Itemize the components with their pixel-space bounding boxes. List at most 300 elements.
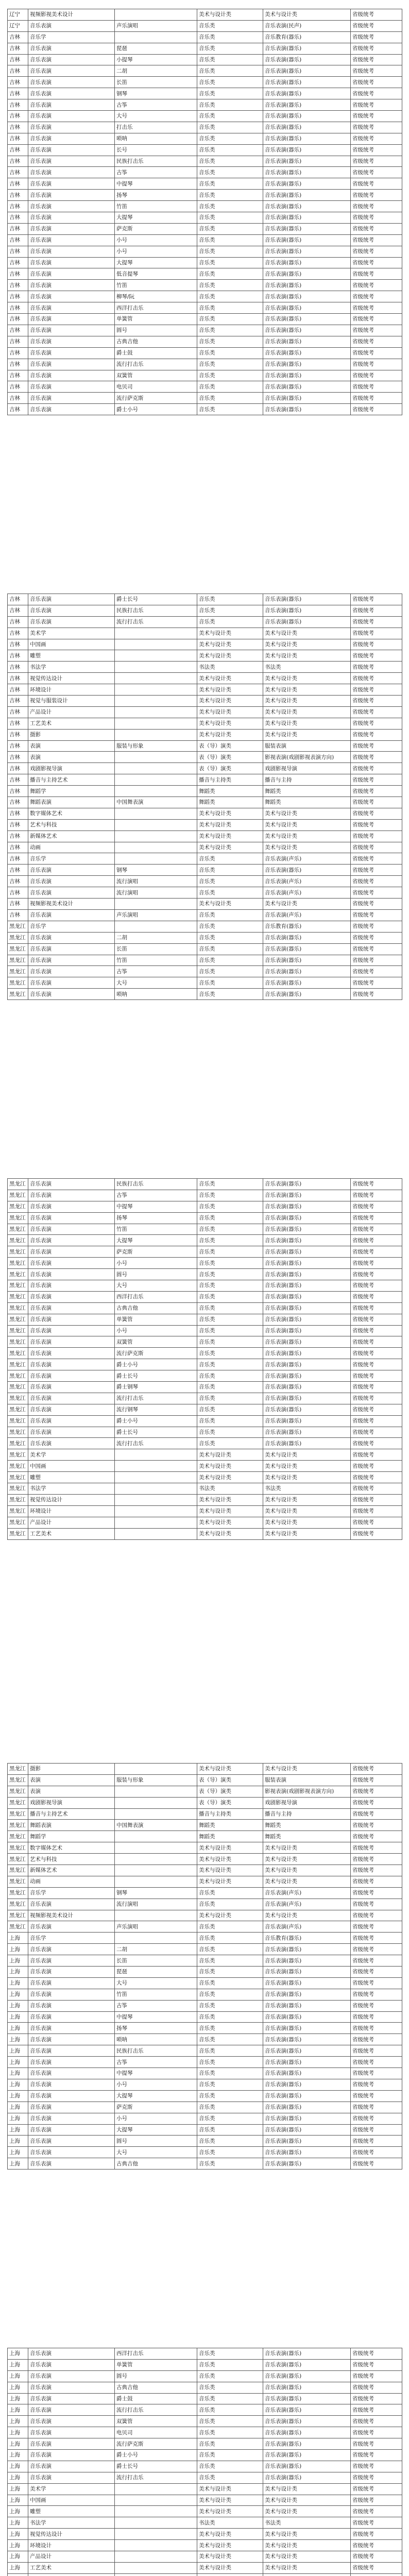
- exam-mode-cell: 省级统考: [351, 2136, 402, 2147]
- category-cell: 音乐类: [197, 865, 263, 876]
- direction-cell: 二胡: [115, 1944, 197, 1955]
- exam-mode-cell: 省级统考: [351, 594, 402, 605]
- category-cell: 美术与设计类: [197, 808, 263, 819]
- category-cell: 音乐类: [197, 1899, 263, 1910]
- direction-cell: [115, 2506, 197, 2517]
- table-row: [8, 605, 402, 616]
- category-cell: 音乐类: [197, 302, 263, 314]
- table-row: [8, 201, 402, 212]
- direction-cell: [115, 639, 197, 650]
- exam-mode-cell: 省级统考: [351, 1977, 402, 1989]
- category-cell: [197, 2573, 263, 2576]
- table-row: [8, 989, 402, 1000]
- province-cell: 吉林: [8, 43, 28, 54]
- exam-type-cell: 音乐表演(器乐): [263, 2472, 351, 2483]
- province-cell: 辽宁: [8, 9, 28, 21]
- major-cell: 音乐表演: [28, 2370, 115, 2382]
- direction-cell: 长号: [115, 144, 197, 156]
- major-cell: 音乐表演: [28, 909, 115, 921]
- province-cell: 黑龙江: [8, 1190, 28, 1201]
- direction-cell: 中提琴: [115, 1201, 197, 1212]
- exam-mode-cell: 省级统考: [351, 2506, 402, 2517]
- province-cell: 吉林: [8, 133, 28, 144]
- exam-type-cell: 美术与设计类: [263, 899, 351, 910]
- exam-mode-cell: 省级统考: [351, 2011, 402, 2023]
- province-cell: 吉林: [8, 650, 28, 662]
- exam-mode-cell: 省级统考: [351, 706, 402, 718]
- direction-cell: [115, 1483, 197, 1495]
- category-cell: 书法类: [197, 662, 263, 673]
- exam-mode-cell: 省级统考: [351, 1955, 402, 1967]
- exam-type-cell: 音乐表演(器乐): [263, 2113, 351, 2124]
- exam-type-cell: 美术与设计类: [263, 808, 351, 819]
- category-cell: 音乐类: [197, 1348, 263, 1359]
- province-cell: 黑龙江: [8, 1201, 28, 1212]
- category-cell: 音乐类: [197, 2348, 263, 2360]
- direction-cell: 中国舞表演: [115, 797, 197, 808]
- category-cell: 音乐类: [197, 2057, 263, 2068]
- major-cell: 艺术与科技: [28, 1854, 115, 1865]
- exam-type-cell: 音乐表演(器乐): [263, 201, 351, 212]
- table-row: [8, 1382, 402, 1393]
- table-row: [8, 1291, 402, 1302]
- table-row: [8, 325, 402, 336]
- exam-mode-cell: 省级统考: [351, 122, 402, 133]
- exam-mode-cell: 省级统考: [351, 943, 402, 955]
- table-row: [8, 718, 402, 729]
- province-cell: 黑龙江: [8, 1876, 28, 1887]
- major-cell: 音乐表演: [28, 932, 115, 943]
- category-cell: 表（导）演类: [197, 1797, 263, 1808]
- exam-mode-cell: 省级统考: [351, 1280, 402, 1292]
- province-cell: 黑龙江: [8, 1427, 28, 1438]
- province-cell: 上海: [8, 2517, 28, 2529]
- category-cell: 音乐类: [197, 2102, 263, 2113]
- category-cell: 音乐类: [197, 246, 263, 257]
- exam-mode-cell: 省级统考: [351, 1967, 402, 1978]
- exam-mode-cell: 省级统考: [351, 2438, 402, 2450]
- province-cell: 上海: [8, 2034, 28, 2045]
- category-cell: 美术与设计类: [197, 899, 263, 910]
- major-cell: 音乐表演: [28, 1190, 115, 1201]
- direction-cell: [115, 628, 197, 639]
- province-cell: 吉林: [8, 628, 28, 639]
- category-cell: 音乐类: [197, 2359, 263, 2370]
- major-cell: 音乐学: [28, 921, 115, 932]
- table-row: [8, 2506, 402, 2517]
- major-cell: 中国画: [28, 1461, 115, 1472]
- category-cell: 美术与设计类: [197, 1865, 263, 1876]
- province-cell: 黑龙江: [8, 1921, 28, 1933]
- major-cell: 音乐表演: [28, 178, 115, 190]
- exam-type-cell: 音乐表演(器乐): [263, 2382, 351, 2393]
- category-cell: 音乐类: [197, 616, 263, 628]
- province-cell: 黑龙江: [8, 1786, 28, 1797]
- major-cell: 音乐表演: [28, 1899, 115, 1910]
- category-cell: 音乐类: [197, 1887, 263, 1899]
- exam-type-cell: 音乐表演(器乐): [263, 1291, 351, 1302]
- exam-type-cell: 音乐表演(器乐): [263, 291, 351, 302]
- exam-mode-cell: 省级统考: [351, 1820, 402, 1831]
- table-row: [8, 1258, 402, 1269]
- exam-type-cell: 音乐表演(器乐): [263, 1201, 351, 1212]
- category-cell: 音乐类: [197, 2472, 263, 2483]
- exam-type-cell: 音乐表演(器乐): [263, 234, 351, 246]
- page-2: [7, 594, 402, 1000]
- table-row: [8, 865, 402, 876]
- table-row: [8, 1235, 402, 1246]
- province-cell: 吉林: [8, 257, 28, 268]
- exam-mode-cell: 省级统考: [351, 404, 402, 415]
- category-cell: 美术与设计类: [197, 2506, 263, 2517]
- category-cell: 音乐类: [197, 1325, 263, 1336]
- category-cell: 音乐类: [197, 20, 263, 31]
- table-row: [8, 65, 402, 77]
- category-cell: 美术与设计类: [197, 1876, 263, 1887]
- exam-type-cell: 音乐表演(器乐): [263, 1269, 351, 1280]
- direction-cell: 大号: [115, 1280, 197, 1292]
- exam-type-cell: 美术与设计类: [263, 1910, 351, 1921]
- province-cell: 上海: [8, 2450, 28, 2461]
- major-cell: 视觉传达设计: [28, 2529, 115, 2540]
- category-cell: 音乐类: [197, 1269, 263, 1280]
- exam-type-cell: 音乐表演(器乐): [263, 257, 351, 268]
- exam-type-cell: 音乐表演(声乐): [263, 909, 351, 921]
- page-3: [7, 1178, 402, 1540]
- major-cell: 音乐表演: [28, 2438, 115, 2450]
- table-row: [8, 190, 402, 201]
- table-row: [8, 1427, 402, 1438]
- major-cell: 摄影: [28, 729, 115, 740]
- category-cell: 美术与设计类: [197, 831, 263, 842]
- category-cell: 音乐类: [197, 1427, 263, 1438]
- direction-cell: 古筝: [115, 167, 197, 178]
- province-cell: 黑龙江: [8, 989, 28, 1000]
- major-cell: 音乐表演: [28, 268, 115, 280]
- major-cell: 视觉传达设计: [28, 1494, 115, 1505]
- category-cell: 音乐类: [197, 943, 263, 955]
- table-row: [8, 2562, 402, 2573]
- exam-type-cell: 音乐表演(器乐): [263, 2079, 351, 2090]
- major-cell: 音乐表演: [28, 977, 115, 989]
- direction-cell: [115, 1910, 197, 1921]
- table-row: [8, 1786, 402, 1797]
- exam-type-cell: 美术与设计类: [263, 1517, 351, 1528]
- direction-cell: [115, 1528, 197, 1539]
- exam-mode-cell: 省级统考: [351, 370, 402, 381]
- exam-type-cell: 音乐表演(器乐): [263, 43, 351, 54]
- major-cell: 音乐表演: [28, 1393, 115, 1404]
- major-cell: 艺术与科技: [28, 819, 115, 831]
- direction-cell: 民族打击乐: [115, 156, 197, 167]
- exam-mode-cell: 省级统考: [351, 887, 402, 899]
- exam-type-cell: 美术与设计类: [263, 639, 351, 650]
- exam-type-cell: 音乐表演(器乐): [263, 347, 351, 359]
- exam-mode-cell: 省级统考: [351, 2472, 402, 2483]
- direction-cell: 低音提琴: [115, 268, 197, 280]
- exam-mode-cell: 省级统考: [351, 347, 402, 359]
- province-cell: 吉林: [8, 876, 28, 887]
- table-row: [8, 280, 402, 291]
- exam-mode-cell: 省级统考: [351, 684, 402, 696]
- table-row: [8, 2529, 402, 2540]
- category-cell: 音乐类: [197, 1246, 263, 1258]
- table-row: [8, 752, 402, 763]
- major-cell: 音乐表演: [28, 1415, 115, 1427]
- category-cell: 美术与设计类: [197, 2495, 263, 2506]
- exam-mode-cell: 省级统考: [351, 2068, 402, 2079]
- direction-cell: 服装与形象: [115, 1774, 197, 1786]
- direction-cell: [115, 2529, 197, 2540]
- category-cell: 音乐类: [197, 1201, 263, 1212]
- major-cell: 音乐表演: [28, 2000, 115, 2011]
- province-cell: 黑龙江: [8, 1336, 28, 1348]
- exam-mode-cell: 省级统考: [351, 393, 402, 404]
- direction-cell: 流行打击乐: [115, 2472, 197, 2483]
- province-cell: 上海: [8, 2529, 28, 2540]
- exam-type-cell: 音乐教育(器乐): [263, 1933, 351, 1944]
- direction-cell: 竹笛: [115, 955, 197, 966]
- exam-type-cell: 音乐表演(器乐): [263, 1280, 351, 1292]
- table-row: [8, 876, 402, 887]
- category-cell: 音乐类: [197, 1190, 263, 1201]
- major-cell: 戏剧影视导演: [28, 1797, 115, 1808]
- province-cell: 吉林: [8, 65, 28, 77]
- exam-type-cell: 音乐表演(器乐): [263, 54, 351, 65]
- category-cell: 舞蹈类: [197, 797, 263, 808]
- table-row: [8, 2359, 402, 2370]
- exam-type-cell: 美术与设计类: [263, 2540, 351, 2551]
- direction-cell: 爵士鼓: [115, 347, 197, 359]
- exam-mode-cell: 省级统考: [351, 2023, 402, 2034]
- exam-mode-cell: 省级统考: [351, 133, 402, 144]
- exam-type-cell: 美术与设计类: [263, 1876, 351, 1887]
- exam-type-cell: 音乐表演(器乐): [263, 156, 351, 167]
- major-cell: 音乐表演: [28, 594, 115, 605]
- exam-mode-cell: 省级统考: [351, 2034, 402, 2045]
- table-row: [8, 2438, 402, 2450]
- exam-mode-cell: 省级统考: [351, 932, 402, 943]
- exam-mode-cell: 省级统考: [351, 650, 402, 662]
- major-cell: 音乐表演: [28, 1955, 115, 1967]
- direction-cell: [115, 2573, 197, 2576]
- table-row: [8, 268, 402, 280]
- exam-mode-cell: 省级统考: [351, 1786, 402, 1797]
- exam-mode-cell: 省级统考: [351, 1427, 402, 1438]
- direction-cell: [115, 1472, 197, 1483]
- major-cell: 音乐表演: [28, 2359, 115, 2370]
- exam-type-cell: 音乐表演(器乐): [263, 359, 351, 370]
- exam-type-cell: 音乐表演(器乐): [263, 178, 351, 190]
- province-cell: 上海: [8, 1989, 28, 2000]
- direction-cell: 长笛: [115, 1955, 197, 1967]
- exam-mode-cell: 省级统考: [351, 246, 402, 257]
- direction-cell: [115, 1494, 197, 1505]
- exam-mode-cell: 省级统考: [351, 1336, 402, 1348]
- category-cell: 音乐类: [197, 54, 263, 65]
- category-cell: 音乐类: [197, 2382, 263, 2393]
- province-cell: 黑龙江: [8, 1224, 28, 1235]
- table-row: [8, 786, 402, 797]
- major-cell: 音乐表演: [28, 393, 115, 404]
- table-row: [8, 2124, 402, 2136]
- table-row: [8, 2348, 402, 2360]
- category-cell: 音乐类: [197, 1944, 263, 1955]
- major-cell: 音乐表演: [28, 955, 115, 966]
- exam-type-cell: 音乐表演(器乐): [263, 2000, 351, 2011]
- category-cell: 音乐类: [197, 1382, 263, 1393]
- major-cell: 音乐表演: [28, 1989, 115, 2000]
- exam-mode-cell: 省级统考: [351, 65, 402, 77]
- exam-mode-cell: 省级统考: [351, 2404, 402, 2416]
- exam-mode-cell: 省级统考: [351, 280, 402, 291]
- direction-cell: 古典吉他: [115, 1302, 197, 1314]
- province-cell: 吉林: [8, 190, 28, 201]
- table-row: [8, 2090, 402, 2102]
- table-row: [8, 77, 402, 88]
- province-cell: 吉林: [8, 268, 28, 280]
- exam-type-cell: 音乐表演(器乐): [263, 1427, 351, 1438]
- direction-cell: [115, 2495, 197, 2506]
- exam-type-cell: 美术与设计类: [263, 706, 351, 718]
- category-cell: 音乐类: [197, 1933, 263, 1944]
- province-cell: 吉林: [8, 706, 28, 718]
- table-row: [8, 336, 402, 347]
- table-row: [8, 831, 402, 842]
- exam-type-cell: 音乐表演(器乐): [263, 268, 351, 280]
- exam-type-cell: 音乐表演(器乐): [263, 404, 351, 415]
- exam-mode-cell: 省级统考: [351, 831, 402, 842]
- exam-type-cell: 音乐表演(器乐): [263, 1314, 351, 1325]
- major-cell: [28, 2573, 115, 2576]
- exam-mode-cell: 省级统考: [351, 616, 402, 628]
- exam-mode-cell: 省级统考: [351, 966, 402, 977]
- major-cell: 音乐表演: [28, 370, 115, 381]
- exam-type-cell: 音乐表演(声乐): [263, 853, 351, 865]
- province-cell: 上海: [8, 2057, 28, 2068]
- major-cell: 音乐表演: [28, 2068, 115, 2079]
- direction-cell: 中提琴: [115, 2011, 197, 2023]
- province-cell: 黑龙江: [8, 1246, 28, 1258]
- direction-cell: 圆号: [115, 325, 197, 336]
- province-cell: 黑龙江: [8, 1291, 28, 1302]
- direction-cell: 萨克斯: [115, 223, 197, 234]
- direction-cell: 大号: [115, 1977, 197, 1989]
- exam-mode-cell: 省级统考: [351, 212, 402, 224]
- category-cell: 音乐类: [197, 2000, 263, 2011]
- table-row: [8, 2045, 402, 2057]
- direction-cell: 中提琴: [115, 2068, 197, 2079]
- exam-type-cell: 美术与设计类: [263, 2495, 351, 2506]
- category-cell: 音乐类: [197, 2023, 263, 2034]
- direction-cell: 电贝司: [115, 2427, 197, 2438]
- exam-type-cell: 音乐表演(器乐): [263, 2090, 351, 2102]
- exam-type-cell: 音乐表演(器乐): [263, 1967, 351, 1978]
- exam-mode-cell: 省级统考: [351, 853, 402, 865]
- province-cell: 吉林: [8, 223, 28, 234]
- exam-type-cell: 音乐表演(器乐): [263, 1415, 351, 1427]
- direction-cell: 竹笛: [115, 1989, 197, 2000]
- category-cell: 美术与设计类: [197, 1505, 263, 1517]
- category-cell: 美术与设计类: [197, 718, 263, 729]
- table-row: [8, 234, 402, 246]
- exam-type-cell: 美术与设计类: [263, 673, 351, 684]
- table-row: [8, 31, 402, 43]
- exam-mode-cell: 省级统考: [351, 673, 402, 684]
- major-cell: 表演: [28, 1786, 115, 1797]
- category-cell: 音乐类: [197, 876, 263, 887]
- direction-cell: 钢琴: [115, 865, 197, 876]
- exam-mode-cell: 省级统考: [351, 909, 402, 921]
- exam-type-cell: 音乐表演(器乐): [263, 1438, 351, 1449]
- table-row: [8, 1977, 402, 1989]
- direction-cell: [115, 2540, 197, 2551]
- exam-type-cell: 音乐表演(器乐): [263, 2461, 351, 2472]
- major-cell: 视觉传达设计: [28, 673, 115, 684]
- direction-cell: [115, 752, 197, 763]
- major-cell: 音乐表演: [28, 246, 115, 257]
- exam-type-cell: 音乐表演(器乐): [263, 2370, 351, 2382]
- table-row: [8, 1944, 402, 1955]
- table-row: [8, 1921, 402, 1933]
- direction-cell: 流行萨克斯: [115, 393, 197, 404]
- exam-type-cell: 音乐表演(器乐): [263, 977, 351, 989]
- direction-cell: 古典吉他: [115, 2382, 197, 2393]
- category-cell: 音乐类: [197, 212, 263, 224]
- category-cell: 美术与设计类: [197, 9, 263, 21]
- exam-type-cell: 音乐表演(器乐): [263, 1955, 351, 1967]
- major-cell: 音乐表演: [28, 2136, 115, 2147]
- province-cell: 黑龙江: [8, 977, 28, 989]
- exam-type-cell: 美术与设计类: [263, 729, 351, 740]
- province-cell: 黑龙江: [8, 1842, 28, 1854]
- direction-cell: 流行打击乐: [115, 1393, 197, 1404]
- province-cell: 黑龙江: [8, 1910, 28, 1921]
- exam-type-cell: 音乐表演(器乐): [263, 314, 351, 325]
- direction-cell: [115, 1764, 197, 1775]
- major-cell: 音乐表演: [28, 1977, 115, 1989]
- exam-type-cell: 音乐表演(器乐): [263, 65, 351, 77]
- exam-type-cell: 音乐表演(器乐): [263, 2427, 351, 2438]
- province-cell: 黑龙江: [8, 1528, 28, 1539]
- exam-type-cell: 音乐表演(器乐): [263, 1404, 351, 1415]
- province-cell: 上海: [8, 2113, 28, 2124]
- direction-cell: 唢呐: [115, 133, 197, 144]
- major-cell: 动画: [28, 1876, 115, 1887]
- exam-mode-cell: 省级统考: [351, 1764, 402, 1775]
- direction-cell: 爵士小号: [115, 2450, 197, 2461]
- table-row: [8, 763, 402, 774]
- province-cell: 黑龙江: [8, 932, 28, 943]
- category-cell: 音乐类: [197, 1336, 263, 1348]
- table-row: [8, 1989, 402, 2000]
- major-cell: 戏剧影视导演: [28, 763, 115, 774]
- major-cell: 音乐表演: [28, 65, 115, 77]
- major-cell: 摄影: [28, 1764, 115, 1775]
- table-row: [8, 1865, 402, 1876]
- direction-cell: 单簧管: [115, 1314, 197, 1325]
- province-cell: 吉林: [8, 605, 28, 616]
- exam-mode-cell: 省级统考: [351, 865, 402, 876]
- major-cell: 音乐表演: [28, 2057, 115, 2068]
- exam-type-cell: 音乐表演(器乐): [263, 167, 351, 178]
- table-row: [8, 1842, 402, 1854]
- exam-type-cell: 音乐表演(器乐): [263, 212, 351, 224]
- category-cell: 音乐类: [197, 2136, 263, 2147]
- table-row: [8, 370, 402, 381]
- exam-type-cell: 书法类: [263, 1483, 351, 1495]
- direction-cell: 流行演唱: [115, 1899, 197, 1910]
